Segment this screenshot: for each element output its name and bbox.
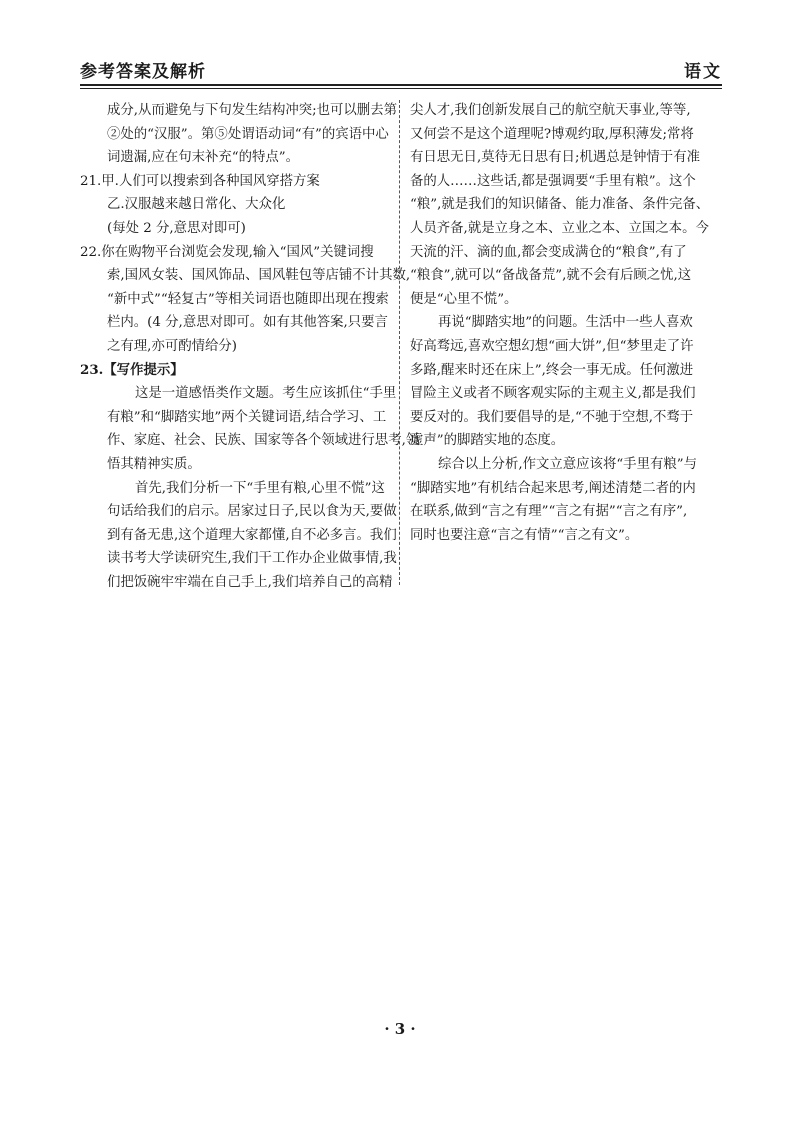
text-line: “脚踏实地”有机结合起来思考,阐述清楚二者的内 (410, 480, 696, 496)
text-line: 们把饭碗牢牢端在自己手上,我们培养自己的高精 (107, 574, 393, 590)
column-divider (399, 100, 400, 585)
page-number: · 3 · (384, 1020, 416, 1038)
text-line: 虚声”的脚踏实地的态度。 (410, 433, 565, 449)
text-line: 成分,从而避免与下句发生结构冲突;也可以删去第 (107, 103, 397, 118)
text-line: 之有理,亦可酌情给分) (107, 338, 237, 354)
text-line: 句话给我们的启示。居家过日子,民以食为天,要做 (107, 504, 397, 520)
text-line: “新中式”“轻复古”等相关词语也随即出现在搜索 (107, 291, 389, 307)
text-line: 人员齐备,就是立身之本、立业之本、立国之本。今 (410, 220, 709, 236)
text-line: 首先,我们分析一下“手里有粮,心里不慌”这 (135, 480, 385, 496)
text-line: 备的人……这些话,都是强调要“手里有粮”。这个 (410, 173, 696, 189)
text-line: 21.甲.人们可以搜索到各种国风穿搭方案 (80, 173, 320, 189)
text-line: 尖人才,我们创新发展自己的航空航天事业,等等, (410, 103, 691, 118)
text-line: 在联系,做到“言之有理”“言之有据”“言之有序”, (410, 504, 688, 520)
text-line: 便是“心里不慌”。 (410, 291, 518, 307)
text-line: 要反对的。我们要倡导的是,“不驰于空想,不骛于 (410, 409, 694, 425)
left-column (80, 99, 420, 594)
text-line: 词遗漏,应在句末补充“的特点”。 (107, 150, 300, 166)
text-line: 综合以上分析,作文立意应该将“手里有粮”与 (438, 456, 697, 472)
text-line: 多路,醒来时还在床上”,终会一事无成。任何激进 (410, 362, 694, 378)
text-line: 读书考大学读研究生,我们干工作办企业做事情,我 (107, 551, 397, 567)
text-line: 乙.汉服越来越日常化、大众化 (107, 197, 286, 213)
text-line: 再说“脚踏实地”的问题。生活中一些人喜欢 (438, 315, 693, 331)
text-line: 有日思无日,莫待无日思有日;机遇总是钟情于有准 (410, 150, 700, 166)
right-column (410, 99, 722, 547)
text-line: 好高骛远,喜欢空想幻想“画大饼”,但“梦里走了许 (410, 338, 694, 354)
text-line: “粮食”,就可以“备战备荒”,就不会有后顾之忧,这 (410, 268, 692, 284)
header-subject: 语文 (684, 62, 722, 82)
text-line: 有粮”和“脚踏实地”两个关键词语,结合学习、工 (107, 409, 387, 425)
header-title: 参考答案及解析 (80, 62, 206, 82)
header-rule-thick (80, 84, 722, 86)
text-line: 同时也要注意“言之有情”“言之有文”。 (410, 527, 639, 543)
header-rule-thin (80, 88, 722, 89)
text-line: 冒险主义或者不顾客观实际的主观主义,都是我们 (410, 386, 696, 402)
text-line: 又何尝不是这个道理呢?博观约取,厚积薄发;常将 (410, 126, 694, 142)
text-line: 22.你在购物平台浏览会发现,输入“国风”关键词搜 (80, 244, 374, 260)
text-line: ②处的“汉服”。第⑤处谓语动词“有”的宾语中心 (107, 126, 389, 142)
text-line: 索,国风女装、国风饰品、国风鞋包等店铺不计其数, (107, 268, 411, 284)
text-line: (每处 2 分,意思对即可) (107, 220, 246, 236)
text-line: 栏内。(4 分,意思对即可。如有其他答案,只要言 (107, 315, 388, 331)
text-line: 到有备无患,这个道理大家都懂,自不必多言。我们 (107, 527, 397, 543)
text-line: “粮”,就是我们的知识储备、能力准备、条件完备、 (410, 197, 710, 213)
text-line: 23.【写作提示】 (80, 361, 184, 378)
text-line: 这是一道感悟类作文题。考生应该抓住“手里 (135, 386, 397, 402)
page-header (80, 55, 722, 85)
text-line: 天流的汗、滴的血,都会变成满仓的“粮食”,有了 (410, 244, 687, 260)
text-line: 作、家庭、社会、民族、国家等各个领域进行思考,领 (107, 433, 420, 449)
text-line: 悟其精神实质。 (107, 456, 201, 472)
